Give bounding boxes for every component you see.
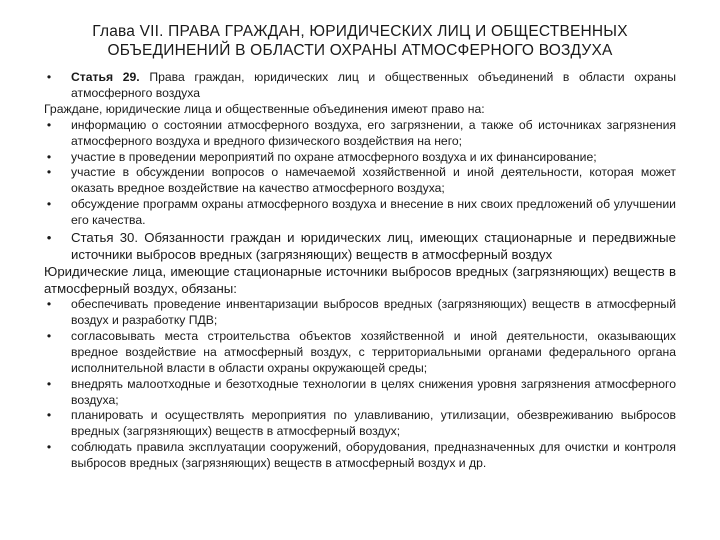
list-item-text: внедрять малоотходные и безотходные технологии в целях снижения уровня загрязнения атмосферного воздуха; [71,376,676,407]
list-item [44,150,676,166]
page-title [44,22,676,60]
list-item [44,165,676,197]
list-item [44,440,676,472]
bullet-icon: • [46,70,52,84]
list-item-text: согласовывать места строительства объектов хозяйственной и иной деятельности, оказывающих вредное воздействие на атмосферный воздух, с территориальными органами федерального органа исполнительной власти в области охраны окружающей среды; [71,328,676,375]
list-item [44,197,676,229]
bullet-icon: • [46,297,52,312]
article-29-label: Статья 29. [71,70,140,84]
bullet-icon: • [46,197,52,212]
bullet-icon: • [46,408,52,423]
bullet-icon: • [46,149,52,164]
list-item [44,297,676,329]
document-body [44,70,676,472]
list-item [44,408,676,440]
title-line-2: ОБЪЕДИНЕНИЙ В ОБЛАСТИ ОХРАНЫ АТМОСФЕРНОГО ВОЗДУХА [107,42,613,59]
list-item-text: участие в проведении мероприятий по охране атмосферного воздуха и их финансирование; [71,149,597,164]
bullet-icon: • [46,165,52,180]
list-item [44,377,676,409]
article-29-heading [44,70,676,102]
bullet-icon: • [46,440,52,455]
article-29-intro: Граждане, юридические лица и общественные объединения имеют право на: [44,101,485,116]
article-30-title: Статья 30. Обязанности граждан и юридических лиц, имеющих стационарные и передвижные источники выбросов вредных (загрязняющих) веществ в атмосферный воздух [71,230,676,263]
list-item-text: обеспечивать проведение инвентаризации выбросов вредных (загрязняющих) веществ в атмосферный воздух и разработку ПДВ; [71,297,676,327]
list-item-text: информацию о состоянии атмосферного воздуха, его загрязнении, а также об источниках загрязнения атмосферного воздуха и вредного физического воздействия на него; [71,117,676,148]
title-line-1: Глава VII. ПРАВА ГРАЖДАН, ЮРИДИЧЕСКИХ ЛИЦ И ОБЩЕСТВЕННЫХ [92,23,628,40]
list-item-text: обсуждение программ охраны атмосферного воздуха и внесение в них своих предложений об улучшении его качества. [71,197,676,228]
bullet-icon: • [46,117,52,132]
list-item [44,118,676,150]
bullet-icon: • [46,376,52,391]
article-30-heading [44,229,676,263]
list-item-text: соблюдать правила эксплуатации сооружений, оборудования, предназначенных для очистки и контроля выбросов вредных (загрязняющих) веществ в атмосферный воздух и др. [71,440,676,471]
list-item-text: участие в обсуждении вопросов о намечаемой хозяйственной и иной деятельности, которая может оказать вредное воздействие на качество атмосферного воздуха; [71,165,676,196]
bullet-icon: • [46,328,52,343]
article-29-title: Права граждан, юридических лиц и общественных объединений в области охраны атмосферного воздуха [71,70,677,100]
article-30-intro: Юридические лица, имеющие стационарные источники выбросов вредных (загрязняющих) веществ в атмосферный воздух, обязаны: [44,264,676,297]
list-item-text: планировать и осуществлять мероприятия по улавливанию, утилизации, обезвреживанию выбросов вредных (загрязняющих) веществ в атмосферный воздух; [71,408,676,439]
list-item [44,329,676,377]
bullet-icon: • [46,230,52,246]
